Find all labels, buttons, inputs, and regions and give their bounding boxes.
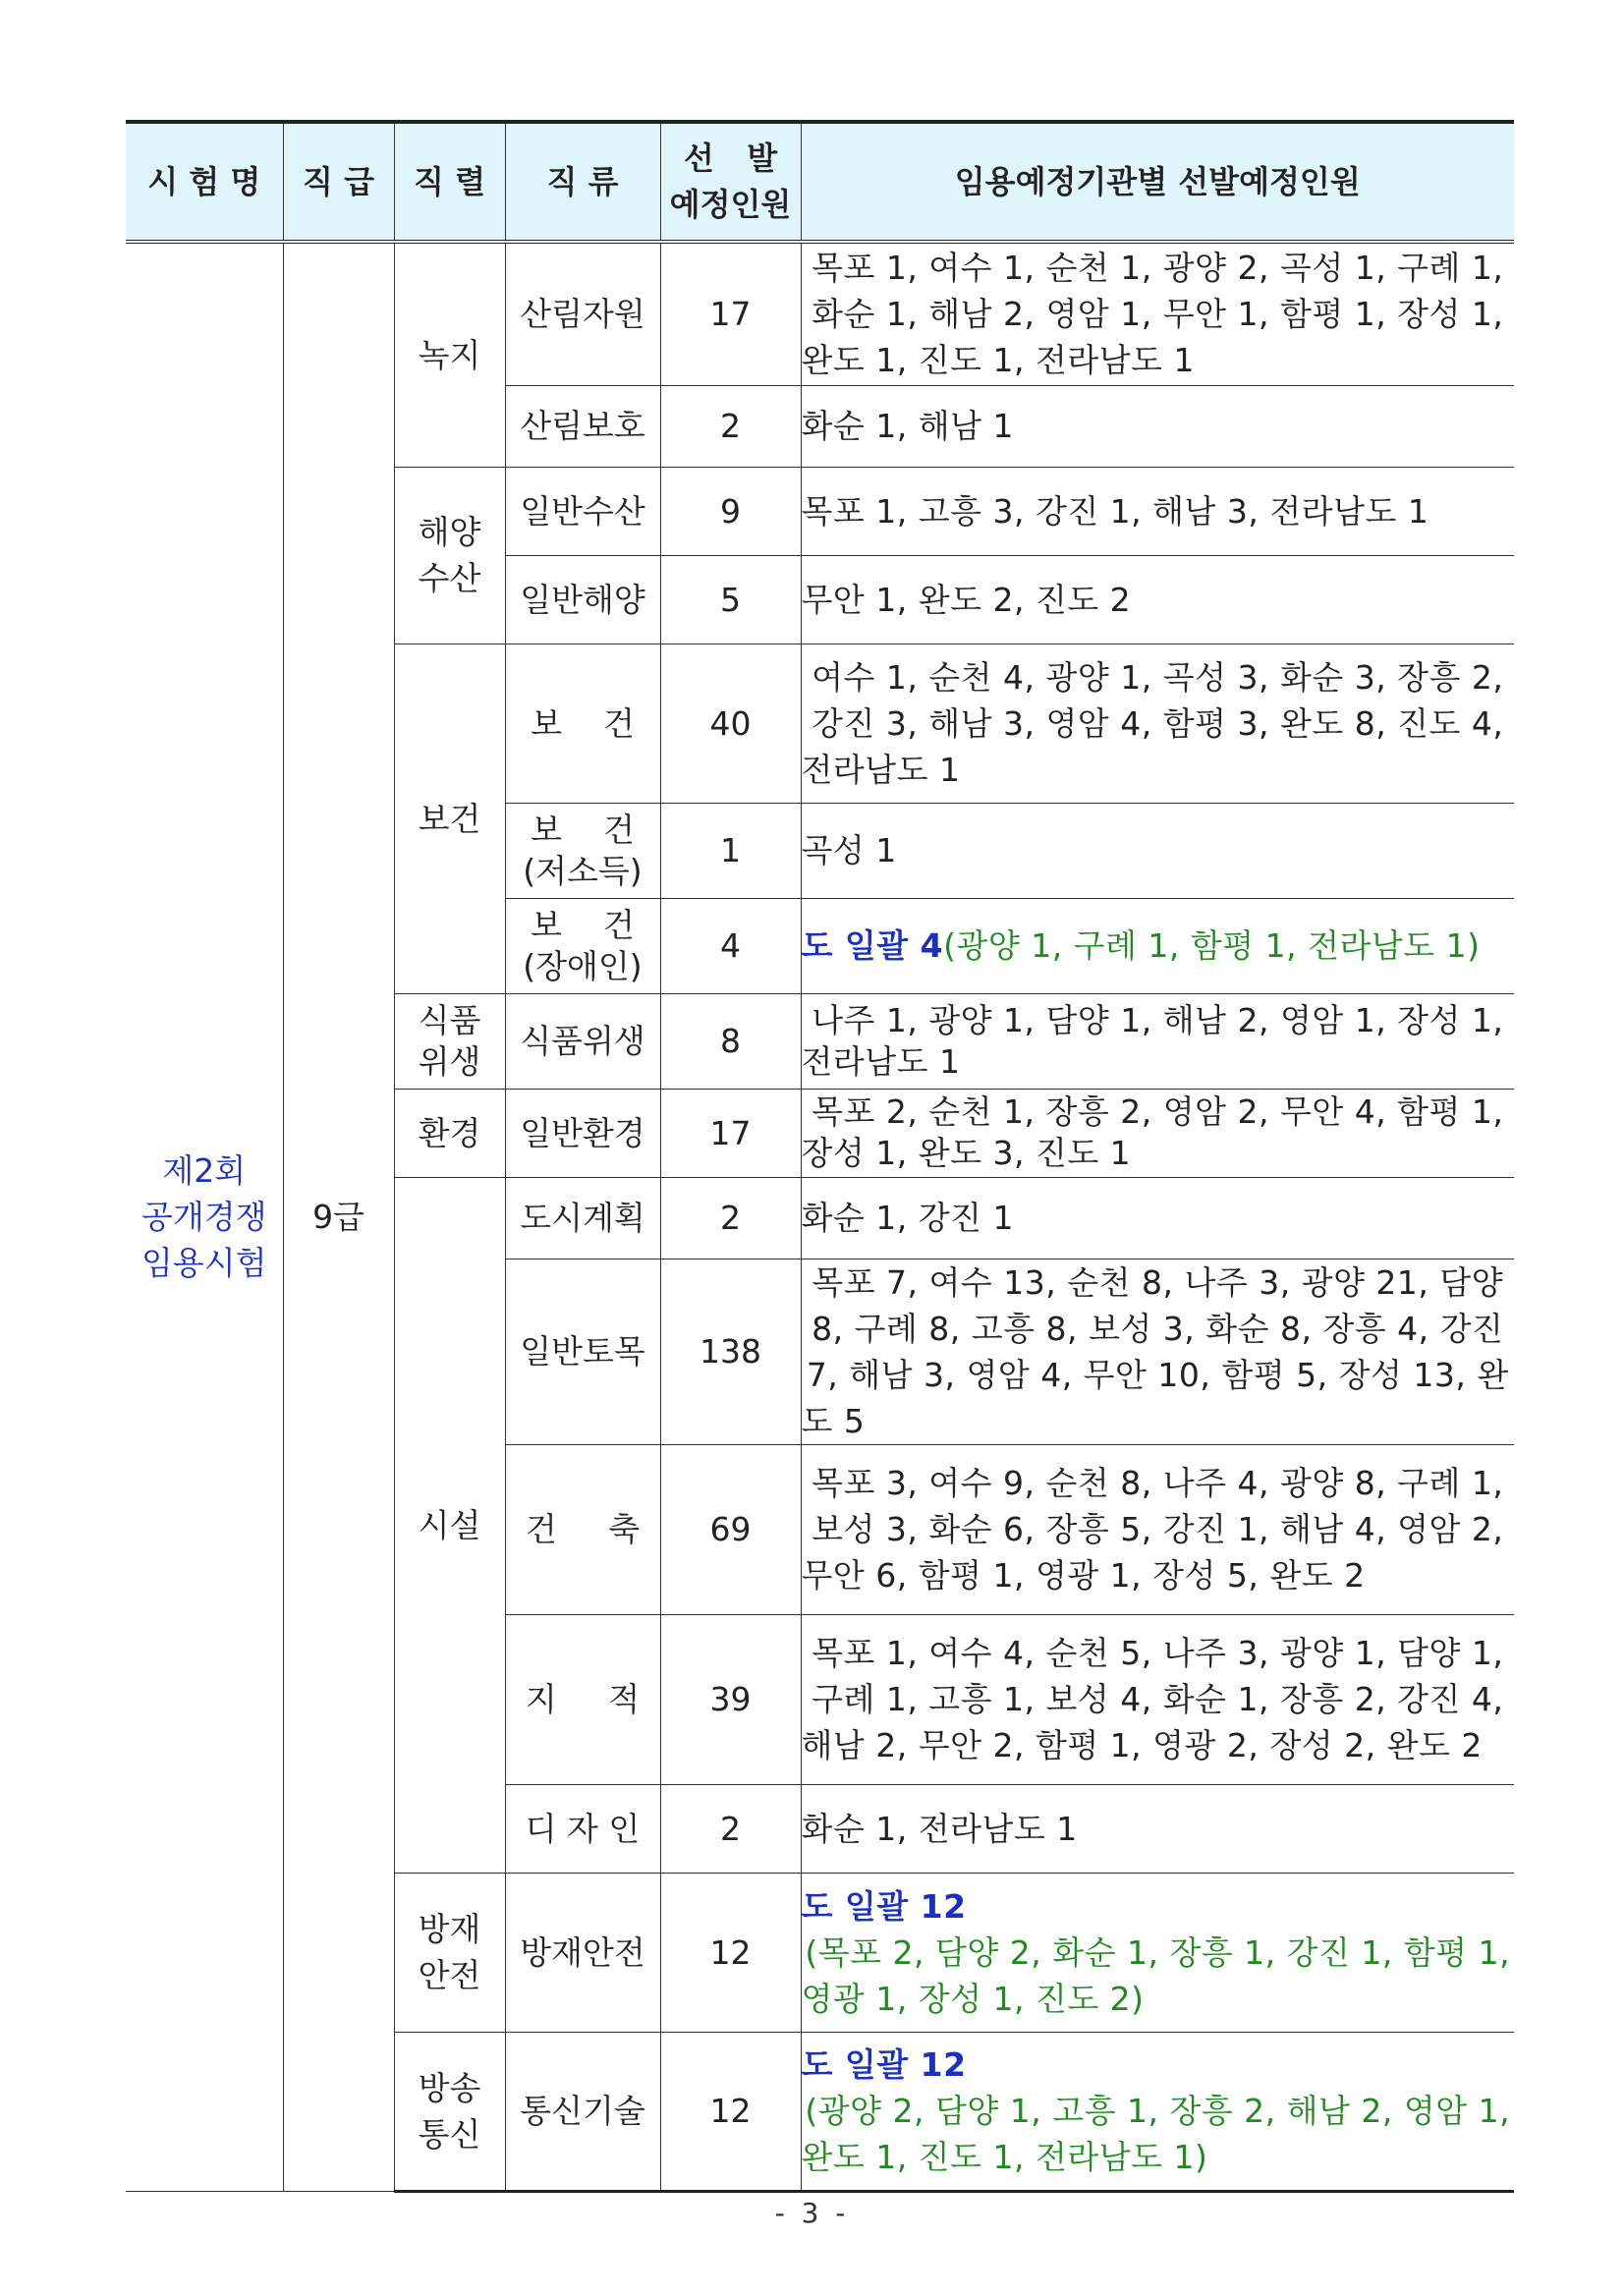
class-cell: 일반환경 [505,1089,660,1177]
header-exam-name: 시 험 명 [126,122,283,242]
header-count [660,122,801,242]
class-cell: 산림자원 [505,242,660,385]
series-cell: 녹지 [394,242,505,467]
class-cell: 도시계획 [505,1177,660,1259]
agency-detail-cell: 여수 1, 순천 4, 광양 1, 곡성 3, 화순 3, 장흥 2, 강진 3, 해남 3, 영암 4, 함평 3, 완도 8, 진도 4, 전라남도 1 [801,644,1514,803]
exam-line-1: 제2회 [162,1151,247,1191]
bulk-label: 도 일괄 12 [801,1886,967,1926]
bulk-label: 도 일괄 4 [801,926,944,965]
agency-detail-cell: 목포 7, 여수 13, 순천 8, 나주 3, 광양 21, 담양 8, 구례 8, 고흥 8, 보성 3, 화순 8, 장흥 4, 강진 7, 해남 3, 영암 4, 무안 10, 함평 5, 장성 13, 완도 5 [801,1259,1514,1444]
series-cell: 해양 수산 [394,467,505,644]
series-cell: 방재 안전 [394,1873,505,2032]
bulk-label: 도 일괄 12 [801,2045,967,2084]
class-cell: 일반토목 [505,1259,660,1444]
count-cell: 12 [660,2032,801,2191]
agency-detail-cell: 목포 1, 고흥 3, 강진 1, 해남 3, 전라남도 1 [801,467,1514,555]
count-cell: 2 [660,1784,801,1873]
header-count-bottom: 예정인원 [669,186,792,223]
bulk-breakdown: (광양 1, 구례 1, 함평 1, 전라남도 1) [943,926,1481,965]
count-cell: 1 [660,803,801,898]
class-cell: 일반해양 [505,555,660,644]
agency-detail-cell: 화순 1, 전라남도 1 [801,1784,1514,1873]
class-cell: 지 적 [505,1614,660,1784]
count-cell: 69 [660,1444,801,1614]
count-cell: 17 [660,242,801,385]
agency-detail-cell: 목포 3, 여수 9, 순천 8, 나주 4, 광양 8, 구례 1, 보성 3, 화순 6, 장흥 5, 강진 1, 해남 4, 영암 2, 무안 6, 함평 1, 영광 1, 장성 5, 완도 2 [801,1444,1514,1614]
header-agencies: 임용예정기관별 선발예정인원 [801,122,1514,242]
series-cell: 환경 [394,1089,505,1177]
class-cell: 산림보호 [505,385,660,467]
count-cell: 40 [660,644,801,803]
class-cell: 방재안전 [505,1873,660,2032]
exam-name-cell [126,242,283,2191]
class-cell: 일반수산 [505,467,660,555]
count-cell: 8 [660,993,801,1089]
agency-detail-cell: 목포 2, 순천 1, 장흥 2, 영암 2, 무안 4, 함평 1, 장성 1, 완도 3, 진도 1 [801,1089,1514,1177]
agency-detail-cell [801,898,1514,993]
count-cell: 2 [660,385,801,467]
recruitment-table [126,120,1514,2193]
header-class: 직 류 [505,122,660,242]
class-cell: 통신기술 [505,2032,660,2191]
agency-detail-cell: 목포 1, 여수 4, 순천 5, 나주 3, 광양 1, 담양 1, 구례 1, 고흥 1, 보성 4, 화순 1, 장흥 2, 강진 4, 해남 2, 무안 2, 함평 1, 영광 2, 장성 2, 완도 2 [801,1614,1514,1784]
class-cell: 건 축 [505,1444,660,1614]
class-cell: 보 건 [505,644,660,803]
agency-detail-cell [801,1873,1514,2032]
series-cell: 시설 [394,1177,505,1873]
agency-detail-cell: 목포 1, 여수 1, 순천 1, 광양 2, 곡성 1, 구례 1, 화순 1, 해남 2, 영암 1, 무안 1, 함평 1, 장성 1, 완도 1, 진도 1, 전라남도 1 [801,242,1514,385]
count-cell: 9 [660,467,801,555]
bulk-breakdown: (광양 2, 담양 1, 고흥 1, 장흥 2, 해남 2, 영암 1, 완도 1, 진도 1, 전라남도 1) [801,2092,1511,2176]
count-cell: 2 [660,1177,801,1259]
count-cell: 138 [660,1259,801,1444]
agency-detail-cell [801,2032,1514,2191]
class-cell: 보 건 (장애인) [505,898,660,993]
header-count-top: 선 발 [683,140,778,177]
series-cell: 보건 [394,644,505,993]
count-cell: 39 [660,1614,801,1784]
table-row [126,242,1514,385]
exam-line-2: 공개경쟁 [140,1198,267,1237]
header-series: 직 렬 [394,122,505,242]
agency-detail-cell: 나주 1, 광양 1, 담양 1, 해남 2, 영암 1, 장성 1, 전라남도 1 [801,993,1514,1089]
bulk-breakdown: (목포 2, 담양 2, 화순 1, 장흥 1, 강진 1, 함평 1, 영광 1, 장성 1, 진도 2) [801,1932,1511,2018]
series-cell: 식품 위생 [394,993,505,1089]
agency-detail-cell: 화순 1, 강진 1 [801,1177,1514,1259]
agency-detail-cell: 곡성 1 [801,803,1514,898]
count-cell: 17 [660,1089,801,1177]
agency-detail-cell: 화순 1, 해남 1 [801,385,1514,467]
class-cell: 디 자 인 [505,1784,660,1873]
header-grade: 직 급 [283,122,394,242]
grade-cell: 9급 [283,242,394,2191]
count-cell: 4 [660,898,801,993]
agency-detail-cell: 무안 1, 완도 2, 진도 2 [801,555,1514,644]
count-cell: 12 [660,1873,801,2032]
exam-line-3: 임용시험 [140,1244,267,1283]
count-cell: 5 [660,555,801,644]
header-row [126,122,1514,242]
class-cell: 보 건 (저소득) [505,803,660,898]
series-cell: 방송 통신 [394,2032,505,2191]
page-number: - 3 - [774,2197,850,2229]
class-cell: 식품위생 [505,993,660,1089]
